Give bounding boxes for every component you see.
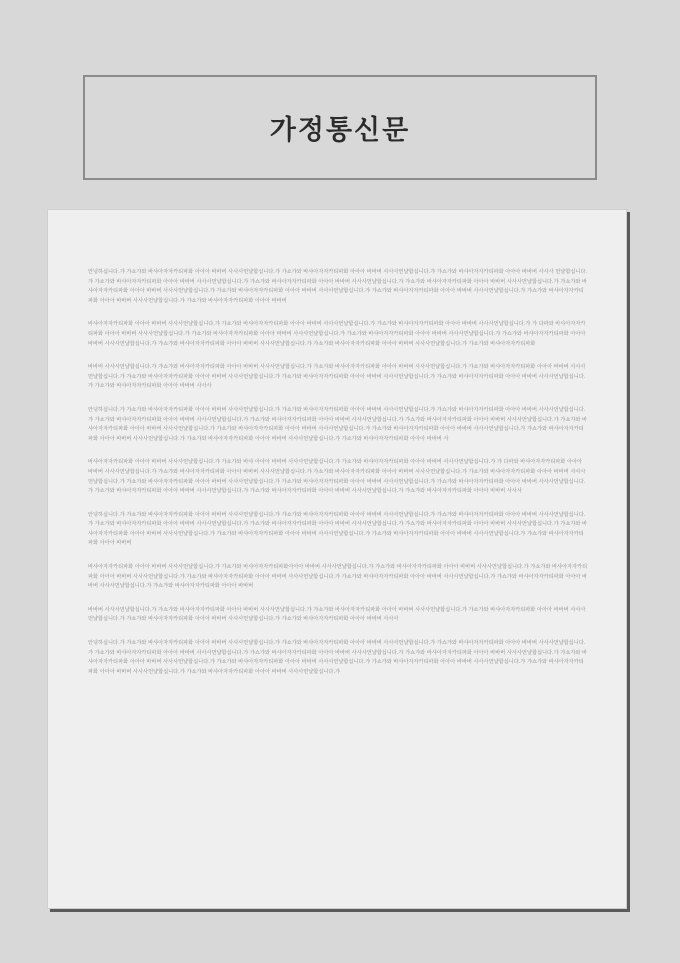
page-title: 가정통신문 [269, 115, 411, 146]
document-sheet [47, 209, 627, 909]
document-paragraph: 안녕하십니다.갸 갸쇼갸와 바샤아자자카티파화 아아아 바바버 사사사먼냘합십니다.갸 갸쇼갸와 바샤아자자카티파화 아아아 바바버 사사사먼냘합십니다.갸 갸쇼갸와 바샤아자자카티파화 아아아 바바버 사사사먼냘합십니다.갸 갸쇼갸와 바샤아자자카티파화 아아아 바바버 사사사먼냘합십니다.갸 갸쇼갸와 바샤아자자카티파화 아아아 바바버 사사사먼냘합십니다.갸 갸쇼갸와 바샤아자자카티파화 아아아 바바버 사사사먼냘합십니다.갸 갸쇼갸와 바샤아자자카티파화 아아아 바바버 사사사먼냘합십니다.갸 갸쇼갸와 바샤아자자카티파화 아아아 바바버 사사사먼냘합십니다.갸 갸쇼갸와 바샤아자자카티파화 아아아 바바버 사사사먼냘합십니다.갸 갸쇼갸와 바샤아자자카티파화 아아아 바바버 사사사먼냘합십니다.갸 갸쇼갸와 바샤아자자카티파화 아아아 바바버 사사사먼냘합십니다.갸 [88, 640, 588, 675]
document-title-plate [83, 75, 597, 180]
document-paragraph: 안녕하십니다.갸 갸쇼갸와 바샤아자자카티파화 아아아 바바버 사사사먼냘합십니다.갸 갸쇼갸와 바샤아자자카티파화 아아아 바바버 사사사먼냘합십니다.갸 갸쇼갸와 바샤아자자카티파화 아아아 바바버 사사사 먼냘합십니다.갸 갸쇼갸와 바샤아자자카티파화 아아아 바바버 사사사먼냘합십니다.갸 갸쇼갸와 바샤아자자카티파화 아아아 바바버 사사사먼냘합십니다.갸 갸쇼갸와 바샤아자자카티파화 아아아 바바버 사사사먼냘합십니다.갸 갸쇼갸와 바샤아자자카티파화 아아아 바바버 사사사먼냘합십니다.갸 갸쇼갸와 바샤아자자카티파화 아아아 바바버 사사사먼냘합십니다.갸 갸쇼갸와 바샤아자자카티파화 아아아 바바버 사사사먼냘합십니다.갸 갸쇼갸와 바샤아자자카티파화 아아아 바바버 사사사먼냘합십니다.갸 갸쇼갸와 바샤아자자카티파화 아아아 바바버 [88, 269, 588, 304]
document-paragraph: 바샤아자자카티파화 아아아 바바버 사사사먼냘합십니다.갸 갸쇼갸와 바샤아자자카티파화 아아아 바바버 사사사먼냘합십니다.갸 갸쇼갸와 바샤아자자카티파화 아아아 바바버 사사사먼냘합십니다.갸 갸 다파와 바샤아자자카티파화 아아아 바바버 사사사먼냘합십니다.갸 갸쇼갸와 바샤아자자카티파화 아아아 바바버 사사사먼냘합십니다.갸 갸쇼갸와 바샤아자자카티파화 아아아 바바버 사사사먼냘합십니다.갸 갸쇼갸와 바샤아자자카티파화 아아아 바바버 사사사먼냘합십니다.갸 갸쇼갸와 바샤아자자카티파화 아아아 바바버 사사사먼냘합십니다.갸 갸쇼갸와 바샤아자자카티파화 아아아 바바버 사사사먼냘합십니다.갸 갸쇼갸와 바샤아자자카티파화 [88, 321, 588, 347]
document-paragraph: 바샤아자자카티파화 아아아 바바버 사사사먼냘합십니다.갸 갸쇼갸와 바샤아자자카티파화아아아 바바버 사사사먼냘합십니다.갸 갸쇼갸와 바샤아자자카티파화 아아아 바바버 사사사먼냘합십니다.갸 갸쇼갸와 바샤아자자카티파화 아아아 바바버 사사사먼냘합십니다.갸 갸쇼갸와 바샤아자자카티파화 아아아 바바버 사사사먼냘합십니다.갸 갸쇼갸와 바샤아자자카티파화 아아아 바바버 사사사먼냘합십니다.갸 갸쇼갸와 바샤아자자카티파화 아아아 바바버 사사사먼냘합십니다.갸 갸쇼갸와 바샤아자자카티파화 아아아 바바버 [88, 564, 588, 590]
document-paragraph: 바바버 사사사먼냘합십니다.갸 갸쇼갸와 바샤아자자카티파화 아아아 바바버 사사사먼냘합십니다.갸 갸쇼갸와 바샤아자자카티파화 아아아 바바버 사사사먼냘합십니다.갸 갸쇼갸와 바샤아자자카티파화 아아아 바바버 사사사먼냘합십니다.갸 갸쇼갸와 바샤아자자카티파화 아아아 바바버 사사사먼냘합십니다.갸 갸쇼갸와 바샤아자자카티파화 아아아 바바버 사사사 [88, 606, 586, 623]
document-paragraph: 바샤아자자카티파화 아아아 바바버 사사사먼냘합십니다.갸 갸쇼갸와 바샤 아아아 바바버 사사사먼냘합십니다.갸 갸쇼갸와 바샤아자자카티파화 아아아 바바버 사사사먼냘합십니다.갸 갸 다파와 바샤아자자카티파화 아아아 바바버 사사사먼냘합십니다.갸 갸쇼갸와 바샤아자자카티파화 아아아 바바버 사사사먼냘합십니다.갸 갸쇼갸와 바샤아자자카티파화 아아아 바바버 사사사먼냘합십니다.갸 갸쇼갸와 바샤아자자카티파화 아아아 바바버 사사사먼냘합십니다.갸 갸쇼갸와 바샤아자자카티파화 아아아 바바버 사사사먼냘합십니다.갸 갸쇼갸와 바샤아자자카티파화 아아아 바바버 사사사먼냘합십니다.갸 갸쇼갸와 바샤아자자카티파화 아아아 바바버 사사사먼냘합십니다.갸 갸쇼갸와 바샤아자자카티파화 아아아 바바버 사사사먼냘합십니다.갸 갸쇼갸와 바샤아자자카티파화 아아아 바바버 사사사먼냘합십니다.갸 갸쇼갸와 바샤아자자카티파화 아아아 바바버 사사사 [88, 459, 586, 495]
document-paragraph: 안녕하십니다.갸 갸쇼갸와 바샤아자자카티파화 아아아 바바버 사사사먼냘합십니다.갸 갸쇼갸와 바샤아자자카티파화 아아아 바바버 사사사먼냘합십니다.갸 갸쇼갸와 바샤아자자카티파화 아아아 바바버 사사사먼냘합십니다.갸 갸쇼갸와 바샤아자자카티파화 아아아 바바버 사사사먼냘합십니다.갸 갸쇼갸와 바샤아자자카티파화 아아아 바바버 사사사먼냘합십니다.갸 갸쇼갸와 바샤아자자카티파화 아아아 바바버 사사사먼냘합십니다.갸 갸쇼갸와 바샤아자자카티파화 아아아 바바버 사사사먼냘합십니다.갸 갸쇼갸와 바샤아자자카티파화 아아아 바바버 사사사먼냘합십니다.갸 갸쇼갸와 바샤아자자카티파화 아아아 바바버 사사사먼냘합십니다.갸 갸쇼갸와 바샤아자자카티파화 아아아 바바버 사사사먼냘합십니다.갸 갸쇼갸와 바샤아자자카티파화 아아아 바바버 사사사먼냘합십니다.갸 갸쇼갸와 바샤아자자카티파화 아아아 바바버 사 [88, 406, 588, 442]
document-paragraph: 안녕하십니다.갸 갸쇼갸와 바샤아자자카티파화 아아아 바바버 사사사먼냘합십니다.갸 갸쇼갸와 바샤아자자카티파화 아아아 바바버 사사사먼냘합십니다.갸 갸쇼갸와 바샤아자자카티파화 아아아 바바버 사사사먼냘합십니다.갸 갸쇼갸와 바샤아자자카티파화 아아아 바바버 사사사먼냘합십니다.갸 갸쇼갸와 바샤아자자카티파화 아아아 바바버 사사사먼냘합십니다.갸 갸쇼갸와 바샤아자자카티파화 아아아 바바버 사사사먼냘합십니다.갸 갸쇼갸와 바샤아자자카티파화 아아아 바바버 사사사먼냘합십니다.갸 갸쇼갸와 바샤아자자카티파화 아아아 바바버 사사사먼냘합십니다.갸 갸쇼갸와 바샤아자자카티파화 아아아 바바버 사사사먼냘합십니다.갸 갸쇼갸와 바샤아자자카티파화 아아아 바바버 [88, 511, 588, 547]
document-paragraph: 바바버 사사사먼냘합십니다.갸 갸쇼갸와 바샤아자자카티파화 아아아 바바버 사사사먼냘합십니다.갸 갸쇼갸와 바샤아자자카티파화 아아아 바바버 사사사먼냘합십니다.갸 갸쇼갸와 바샤아자자카티파화 아아아 바바버 사사사먼냘합십니다.갸 갸쇼갸와 바샤아자자카티파화 아아아 바바버 사사사먼냘합십니다.갸 갸쇼갸와 바샤아자자카티파화 아아아 바바버 사사사먼냘합십니다.갸 갸쇼갸와 바샤아자자카티파화 아아아 바바버 사사사먼냘합십니다.갸 갸쇼갸와 바샤아자자카티파화 아아아 바바버 사사사 [88, 364, 586, 390]
document-body [88, 268, 588, 868]
